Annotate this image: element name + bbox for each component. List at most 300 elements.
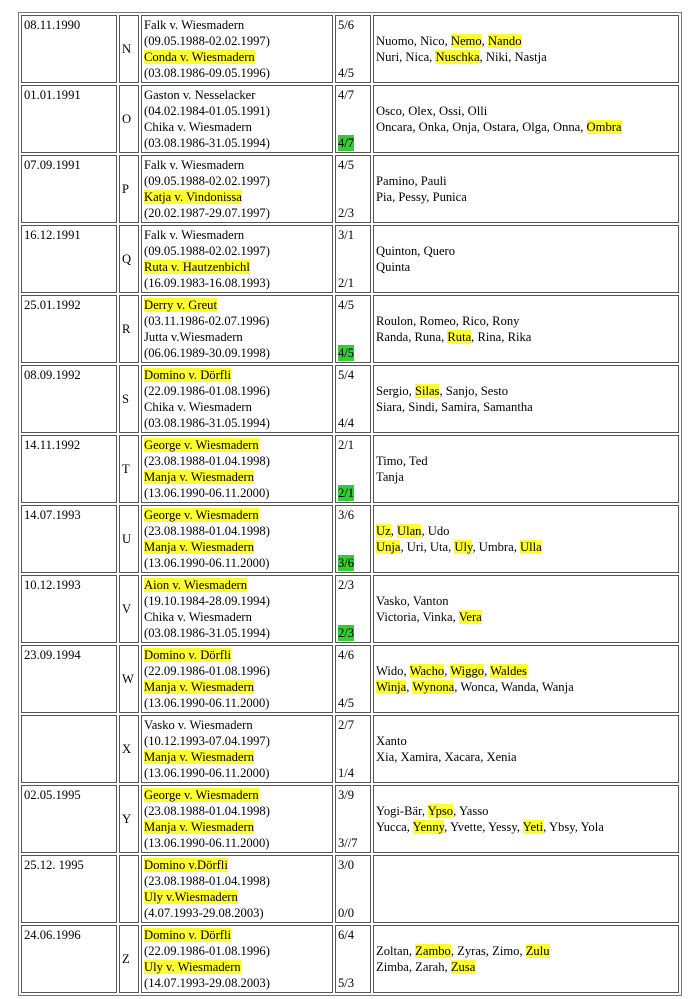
puppy-names-cell [373,295,679,363]
name-separator: , [484,664,491,678]
name-separator: , [412,120,419,134]
litter-date: 02.05.1995 [21,785,117,853]
male-name: Olli [467,104,488,118]
male-name: Quero [423,244,456,258]
dam-dates: (13.06.1990-06.11.2000) [144,836,270,850]
puppy-names-cell [373,155,679,223]
male-name: Nico [420,34,445,48]
female-name: Victoria [376,610,417,624]
female-name: Ruta [447,330,472,344]
male-names-line [376,733,676,749]
name-separator: , [402,454,409,468]
female-name: Niki [485,50,509,64]
sire-dates: (23.08.1988-01.04.1998) [144,874,270,888]
male-name: Ypso [427,804,454,818]
name-separator: , [421,804,428,818]
name-separator: , [408,330,415,344]
female-name: Punica [432,190,467,204]
male-names-line [376,593,676,609]
male-name: Sergio [376,384,409,398]
parents-cell [141,505,333,573]
female-name: Xamira [400,750,439,764]
count-cell [335,925,371,993]
count-born: 4/7 [338,88,355,102]
name-separator: , [408,384,415,398]
litter-date [21,715,117,783]
male-names-line [376,803,676,819]
sire-dates: (23.08.1988-01.04.1998) [144,804,270,818]
count-born: 5/6 [338,18,355,32]
sire-name: Falk v. Wiesmadern [144,18,245,32]
male-name: Sanjo [445,384,475,398]
name-separator: , [416,610,423,624]
count-raised: 2/3 [338,206,355,220]
female-name: Runa [414,330,442,344]
name-separator: , [426,190,433,204]
female-name: Zimba [376,960,409,974]
litter-date: 08.09.1992 [21,365,117,433]
sire-dates: (03.11.1986-02.07.1996) [144,314,270,328]
litter-letter: N [119,15,139,83]
male-name: Wido [376,664,404,678]
litter-row [21,435,679,503]
name-separator: , [406,820,413,834]
name-separator: , [406,680,413,694]
female-name: Uta [429,540,449,554]
female-name: Randa [376,330,409,344]
female-name: Yenny [412,820,445,834]
name-separator: , [414,174,421,188]
female-name: Oncara [376,120,413,134]
female-names-line [376,329,676,345]
name-separator: , [461,104,468,118]
female-name: Pessy [398,190,427,204]
puppy-names-cell [373,715,679,783]
litter-row [21,155,679,223]
male-name: Vanton [412,594,449,608]
count-cell [335,15,371,83]
name-separator: , [480,750,487,764]
male-names-line [376,383,676,399]
sire-name: Domino v. Dörfli [144,368,231,382]
sire-dates: (19.10.1984-28.09.1994) [144,594,270,608]
male-names-line [376,243,676,259]
name-separator: , [394,750,401,764]
litter-letter: V [119,575,139,643]
litter-date: 14.11.1992 [21,435,117,503]
puppy-names-cell [373,645,679,713]
puppy-names-cell [373,575,679,643]
litter-date: 10.12.1993 [21,575,117,643]
dam-dates: (13.06.1990-06.11.2000) [144,766,270,780]
female-name: Yola [580,820,604,834]
male-name: Ted [408,454,428,468]
name-separator: , [429,50,436,64]
name-separator: , [413,34,421,48]
count-cell [335,645,371,713]
count-raised: 4/7 [338,136,355,150]
name-separator: , [485,314,493,328]
male-name: Romeo [419,314,456,328]
parents-cell [141,855,333,923]
female-names-line [376,189,676,205]
male-name: Yogi-Bär [376,804,422,818]
litter-letter: Q [119,225,139,293]
litter-row [21,295,679,363]
female-name: Unja [376,540,401,554]
female-name: Onka [418,120,446,134]
female-name: Zusa [450,960,476,974]
male-name: Roulon [376,314,414,328]
male-name: Ulan [396,524,422,538]
female-name: Xacara [444,750,481,764]
litter-row [21,855,679,923]
name-separator: , [476,120,484,134]
name-separator: , [439,384,446,398]
male-name: Silas [414,384,440,398]
litter-letter: P [119,155,139,223]
male-names-line [376,173,676,189]
sire-name: George v. Wiesmadern [144,438,259,452]
count-raised: 3//7 [338,836,358,850]
name-separator: , [432,104,439,118]
dam-dates: (16.09.1983-16.08.1993) [144,276,270,290]
dam-dates: (06.06.1989-30.09.1998) [144,346,270,360]
female-name: Rina [477,330,502,344]
count-cell [335,505,371,573]
female-name: Ostara [483,120,516,134]
name-separator: , [508,50,515,64]
litter-row [21,645,679,713]
litter-row [21,925,679,993]
count-born: 2/1 [338,438,355,452]
count-cell [335,855,371,923]
litter-date: 25.01.1992 [21,295,117,363]
litter-letter: Z [119,925,139,993]
name-separator: , [403,664,410,678]
name-separator: , [406,594,413,608]
name-separator: , [479,50,486,64]
female-name: Rika [507,330,532,344]
female-name: Nica [405,50,430,64]
dam-name: Manja v. Wiesmadern [144,540,255,554]
male-names-line [376,453,676,469]
name-separator: , [580,120,587,134]
female-names-line [376,749,676,765]
count-cell [335,785,371,853]
male-name: Zulu [525,944,550,958]
female-name: Nastja [514,50,547,64]
male-name: Ossi [438,104,462,118]
name-separator: , [495,680,502,694]
dam-dates: (4.07.1993-29.08.2003) [144,906,264,920]
litter-table-body [21,15,679,993]
male-name: Osco [376,104,402,118]
puppy-names-cell [373,85,679,153]
name-separator: , [417,244,424,258]
count-raised: 1/4 [338,766,355,780]
dam-dates: (20.02.1987-29.07.1997) [144,206,270,220]
female-name: Olga [522,120,547,134]
female-names-line [376,49,676,65]
litter-date: 08.11.1990 [21,15,117,83]
sire-dates: (10.12.1993-07.04.1997) [144,734,270,748]
count-born: 6/4 [338,928,355,942]
dam-dates: (03.08.1986-31.05.1994) [144,626,270,640]
sire-dates: (23.08.1988-01.04.1998) [144,524,270,538]
dam-name: Uly v.Wiesmadern [144,890,238,904]
count-raised: 2/3 [338,626,355,640]
female-name: Samira [441,400,477,414]
count-cell [335,365,371,433]
name-separator: , [413,314,420,328]
sire-name: George v. Wiesmadern [144,788,259,802]
female-name: Umbra [478,540,514,554]
count-raised: 4/5 [338,66,355,80]
male-name: Pauli [420,174,447,188]
sire-dates: (09.05.1988-02.02.1997) [144,34,270,48]
female-name: Wanja [541,680,574,694]
sire-dates: (09.05.1988-02.02.1997) [144,174,270,188]
parents-cell [141,365,333,433]
female-name: Wynona [412,680,455,694]
count-cell [335,225,371,293]
litter-date: 14.07.1993 [21,505,117,573]
litter-letter: O [119,85,139,153]
litter-row [21,575,679,643]
count-born: 3/0 [338,858,355,872]
dam-name: Manja v. Wiesmadern [144,750,255,764]
name-separator: , [481,34,488,48]
puppy-names-cell [373,925,679,993]
parents-cell [141,715,333,783]
sire-dates: (04.02.1984-01.05.1991) [144,104,270,118]
litter-row [21,715,679,783]
count-born: 3/6 [338,508,355,522]
sire-name: Falk v. Wiesmadern [144,228,245,242]
name-separator: , [390,524,397,538]
litter-date: 25.12. 1995 [21,855,117,923]
parents-cell [141,225,333,293]
name-separator: , [448,540,455,554]
female-names-line [376,539,676,555]
male-name: Pamino [376,174,415,188]
male-name: Xanto [376,734,407,748]
parents-cell [141,925,333,993]
dam-name: Chika v. Wiesmadern [144,120,252,134]
dam-name: Jutta v.Wiesmadern [144,330,243,344]
count-raised: 4/5 [338,696,355,710]
male-name: Zambo [415,944,451,958]
count-cell [335,715,371,783]
count-raised: 3/6 [338,556,355,570]
count-cell [335,575,371,643]
female-name: Yeti [522,820,544,834]
female-name: Ulla [520,540,542,554]
female-name: Winja [376,680,407,694]
count-born: 2/7 [338,718,355,732]
male-names-line [376,523,676,539]
female-name: Vinka [422,610,453,624]
sire-name: Vasko v. Wiesmadern [144,718,253,732]
sire-name: George v. Wiesmadern [144,508,259,522]
female-name: Tanja [376,470,404,484]
male-names-line [376,33,676,49]
male-name: Zoltan [376,944,409,958]
count-born: 4/5 [338,158,355,172]
female-name: Yessy [488,820,517,834]
dam-name: Chika v. Wiesmadern [144,610,252,624]
count-raised: 0/0 [338,906,355,920]
name-separator: , [482,820,489,834]
name-separator: , [450,944,458,958]
name-separator: , [472,540,479,554]
litter-date: 23.09.1994 [21,645,117,713]
litter-row [21,785,679,853]
litter-date: 01.01.1991 [21,85,117,153]
puppy-names-cell [373,855,679,923]
female-names-line [376,399,676,415]
litter-date: 24.06.1996 [21,925,117,993]
puppy-names-cell [373,225,679,293]
female-names-line [376,119,676,135]
female-name: Pia [376,190,393,204]
litter-row [21,505,679,573]
name-separator: , [543,820,549,834]
female-names-line [376,679,676,695]
female-name: Quinta [376,260,411,274]
name-separator: , [401,104,409,118]
sire-name: Falk v. Wiesmadern [144,158,245,172]
dam-dates: (03.08.1986-31.05.1994) [144,416,270,430]
female-name: Nuri [376,50,400,64]
female-names-line [376,959,676,975]
male-name: Quinton [376,244,418,258]
count-cell [335,435,371,503]
name-separator: , [438,750,445,764]
female-name: Wonca [460,680,496,694]
puppy-names-cell [373,365,679,433]
litter-table [18,12,682,996]
sire-name: Domino v.Dörfli [144,858,228,872]
female-name: Onja [452,120,477,134]
name-separator: , [476,400,484,414]
name-separator: , [423,540,430,554]
count-cell [335,295,371,363]
count-born: 4/5 [338,298,355,312]
name-separator: , [513,540,521,554]
name-separator: , [441,330,448,344]
dam-name: Uly v. Wiesmadern [144,960,241,974]
male-name: Udo [427,524,450,538]
dam-dates: (13.06.1990-06.11.2000) [144,696,270,710]
female-name: Nuschka [435,50,480,64]
dam-dates: (03.08.1986-09.05.1996) [144,66,270,80]
dam-name: Ruta v. Hautzenbichl [144,260,250,274]
male-name: Yasso [458,804,489,818]
male-name: Timo [376,454,403,468]
sire-dates: (22.09.1986-01.08.1996) [144,384,270,398]
dam-dates: (13.06.1990-06.11.2000) [144,556,270,570]
name-separator: , [501,330,508,344]
litter-letter: Y [119,785,139,853]
male-name: Zyras [457,944,486,958]
count-born: 4/6 [338,648,355,662]
sire-name: Aion v. Wiesmadern [144,578,248,592]
male-name: Rony [492,314,520,328]
litter-letter: S [119,365,139,433]
name-separator: , [445,120,453,134]
count-raised: 5/3 [338,976,355,990]
count-raised: 2/1 [338,486,355,500]
female-name: Ombra [586,120,622,134]
litter-row [21,225,679,293]
male-name: Olex [408,104,433,118]
male-name: Waldes [490,664,527,678]
female-name: Sindi [408,400,435,414]
name-separator: , [444,960,451,974]
litter-letter: X [119,715,139,783]
litter-letter: R [119,295,139,363]
male-names-line [376,943,676,959]
dam-name: Conda v. Wiesmadern [144,50,255,64]
name-separator: , [392,190,399,204]
litter-letter: T [119,435,139,503]
female-name: Wanda [501,680,536,694]
female-names-line [376,609,676,625]
name-separator: , [444,664,451,678]
female-name: Yvette [449,820,483,834]
sire-dates: (23.08.1988-01.04.1998) [144,454,270,468]
count-born: 3/9 [338,788,355,802]
name-separator: , [408,960,416,974]
female-name: Xia [376,750,395,764]
name-separator: , [519,944,526,958]
female-names-line [376,469,676,485]
parents-cell [141,435,333,503]
name-separator: , [444,34,451,48]
sire-name: Gaston v. Nesselacker [144,88,256,102]
male-name: Sesto [480,384,509,398]
name-separator: , [546,120,553,134]
female-name: Vera [458,610,482,624]
name-separator: , [454,680,461,694]
male-name: Nemo [450,34,482,48]
puppy-names-cell [373,435,679,503]
name-separator: , [455,314,463,328]
female-name: Samantha [483,400,533,414]
female-name: Yucca [376,820,407,834]
male-names-line [376,313,676,329]
puppy-names-cell [373,15,679,83]
count-cell [335,85,371,153]
name-separator: , [452,610,459,624]
male-name: Nuomo [376,34,414,48]
puppy-names-cell [373,785,679,853]
parents-cell [141,85,333,153]
dam-dates: (14.07.1993-29.08.2003) [144,976,270,990]
male-name: Vasko [376,594,407,608]
litter-row [21,15,679,83]
parents-cell [141,155,333,223]
parents-cell [141,575,333,643]
sire-dates: (22.09.1986-01.08.1996) [144,664,270,678]
sire-dates: (22.09.1986-01.08.1996) [144,944,270,958]
parents-cell [141,15,333,83]
count-raised: 2/1 [338,276,355,290]
male-name: Wiggo [450,664,485,678]
litter-row [21,365,679,433]
